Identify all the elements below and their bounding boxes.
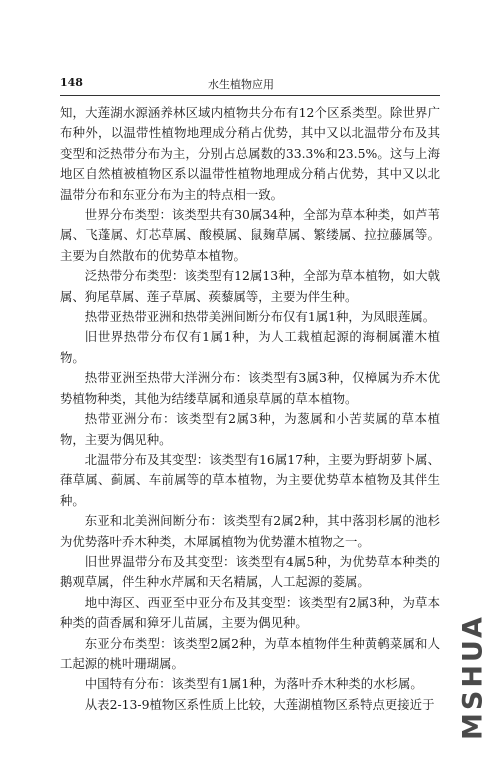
paragraph-china-endemic: 中国特有分布：该类型有1属1种，为落叶乔木种类的水杉属。 (84, 676, 423, 692)
paragraph-tropical-asia-america: 热带亚热带亚洲和热带美洲间断分布仅有1属1种，为凤眼莲属。 (84, 309, 436, 325)
paragraph-east-asia-north-america: 东亚和北美洲间断分布：该类型有2属2种，其中落羽杉属的池杉为优势落叶乔木种类，木犀属植物为优势灌木植物之一。 (60, 513, 440, 549)
paragraph-old-world-tropical: 旧世界热带分布仅有1属1种，为人工栽植起源的海桐属灌木植物。 (60, 329, 440, 365)
paragraph-east-asia: 东亚分布类型：该类型2属2种，为草本植物伴生种黄鹌菜属和人工起源的桃叶珊瑚属。 (60, 635, 440, 671)
body-text (60, 103, 440, 715)
watermark: MSHUA (457, 614, 489, 740)
paragraph-continued: 知，大莲湖水源涵养林区域内植物共分布有12个区系类型。除世界广布种外，以温带性植物地理成分稍占优势，其中又以北温带分布及其变型和泛热带分布为主，分别占总属数的33.3%和23.5%。这与上海地区自然植被植物区系以温带性植物地理成分稍占优势，其中又以北温带分布和东亚分布为主的特点相一致。 (60, 105, 440, 202)
paragraph-tropical-asia: 热带亚洲分布：该类型有2属3种，为葱属和小苦荬属的草本植物，主要为偶见种。 (60, 411, 440, 447)
running-title: 水生植物应用 (208, 78, 274, 91)
page-number: 148 (60, 76, 83, 89)
page-header (60, 76, 440, 90)
paragraph-mediterranean: 地中海区、西亚至中亚分布及其变型：该类型有2属3种，为草本种类的茴香属和獐牙儿苗属，主要为偶见种。 (60, 594, 440, 631)
paragraph-tropical-asia-oceania: 热带亚洲至热带大洋洲分布：该类型有3属3种，仅樟属为乔木优势植物种类，其他为结缕草属和通泉草属的草本植物。 (60, 370, 440, 406)
paragraph-north-temperate: 北温带分布及其变型：该类型有16属17种，主要为野胡萝卜属、葎草属、蓟属、车前属等的草本植物，为主要优势草本植物及其伴生种。 (60, 451, 440, 508)
paragraph-old-world-temperate: 旧世界温带分布及其变型：该类型有4属5种，为优势草本种类的鹅观草属，伴生种水芹属和天名精属，人工起源的菱属。 (60, 553, 440, 590)
paragraph-cosmopolitan: 世界分布类型：该类型共有30属34种，全部为草本种类，如芦苇属、飞蓬属、灯芯草属、酸模属、鼠麹草属、繁缕属、拉拉藤属等。主要为自然散布的优势草本植物。 (60, 207, 440, 263)
paragraph-pantropic: 泛热带分布类型：该类型有12属13种，全部为草本植物，如大戟属、狗尾草属、莲子草属、蒺藜属等，主要为伴生种。 (60, 268, 440, 304)
header-rule (60, 95, 440, 96)
paragraph-comparison: 从表2-13-9植物区系性质上比较，大莲湖植物区系特点更接近于 (84, 696, 435, 712)
